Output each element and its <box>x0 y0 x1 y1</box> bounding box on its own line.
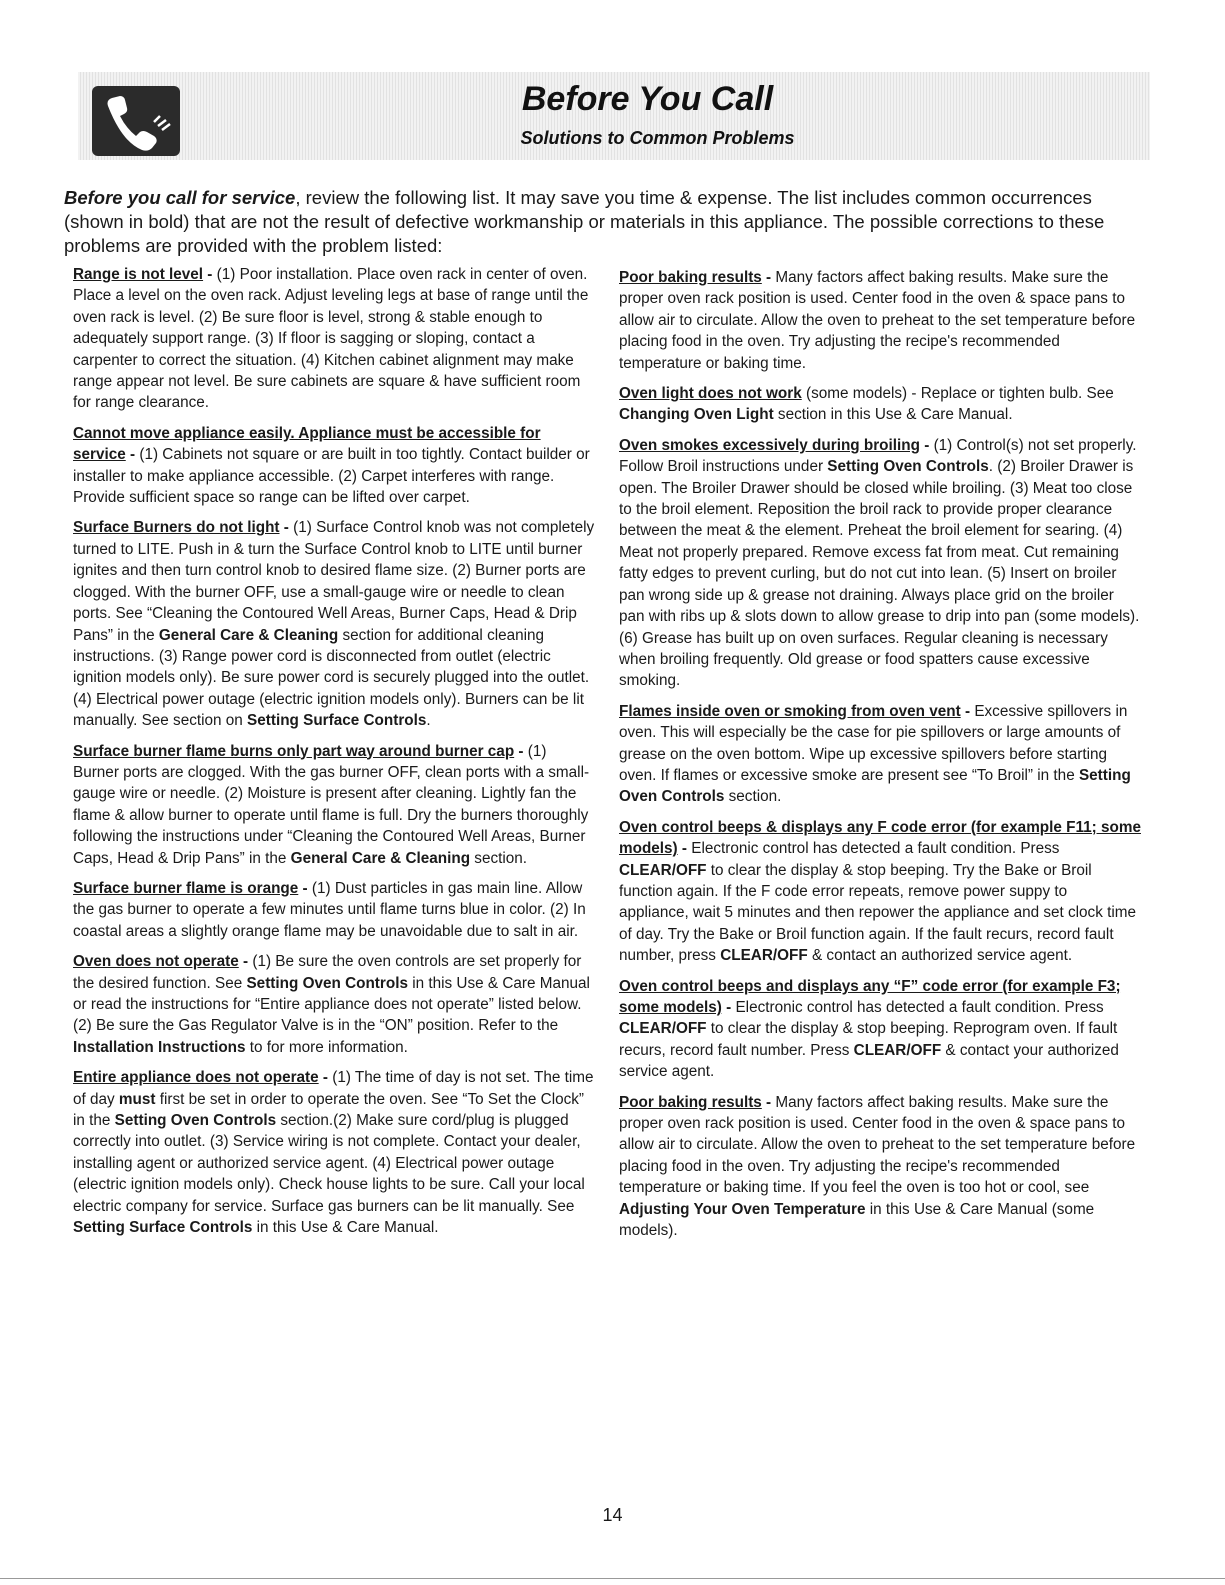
solution-text: (1) Dust particles in gas main line. Allow the gas burner to operate a few minutes until flame turns blue in color. (2) In coastal areas a slightly orange flame may be unavoidable due to salt in air. <box>73 879 586 940</box>
heading-separator: - <box>318 1069 333 1087</box>
right-column <box>619 267 1141 1250</box>
intro-paragraph <box>64 186 1154 258</box>
emphasis-text: Setting Oven Controls <box>114 1112 277 1130</box>
heading-separator: - <box>960 702 975 720</box>
problem-heading: Flames inside oven or smoking from oven vent <box>619 702 961 720</box>
problem-heading: Oven does not operate <box>73 953 239 971</box>
heading-separator: - <box>761 1093 776 1111</box>
problem-entry <box>619 383 1141 426</box>
problem-entry <box>619 267 1141 374</box>
solution-text: (some models) - Replace or tighten bulb. See <box>805 385 1114 403</box>
heading-separator: - <box>298 879 312 897</box>
solution-text: (1) Poor installation. Place oven rack in center of oven. Place a level on the oven rack. Adjust leveling legs at base of range until the oven rack is level. (2) Be sure floor is level, strong & stable enough to adequately support range. (3) If floor is sagging or sloping, contact a carpenter to correct the situation. (4) Kitchen cabinet alignment may make range appear not level. Be sure cabinets are square & have sufficient room for range clearance. <box>73 266 589 412</box>
emphasis-text: CLEAR/OFF <box>720 947 808 965</box>
heading-separator: - <box>721 999 736 1016</box>
heading-separator: - <box>514 742 528 760</box>
emphasis-text: CLEAR/OFF <box>853 1041 942 1059</box>
solution-text: in this Use & Care Manual (some models). <box>619 1200 1095 1240</box>
page-number: 14 <box>602 1505 623 1525</box>
solution-text: & contact an authorized service agent. <box>807 947 1073 965</box>
solution-text: section for additional cleaning instructions. (3) Range power cord is disconnected from outlet (electric ignition models only). Be sure power cord is securely plugged into the outlet. (4) Electrical power outage (electric ignition models only). Burners can be lit manually. See section on <box>73 626 590 730</box>
page-title: Before You Call <box>521 80 774 118</box>
problem-entry <box>73 951 595 1058</box>
solution-text: Electronic control has detected a fault condition. Press <box>735 999 1104 1016</box>
emphasis-text: Setting Oven Controls <box>619 766 1131 806</box>
intro-lead: Before you call for service <box>64 187 296 208</box>
solution-text: in this Use & Care Manual. <box>252 1219 439 1237</box>
bottom-divider <box>0 1578 1225 1579</box>
problem-entry <box>73 517 595 731</box>
solution-text: (1) Surface Control knob was not completely turned to LITE. Push in & turn the Surface Control knob to LITE until burner ignites and then turn control knob to desired flame size. (2) Burner ports are clogged. With the burner OFF, use a small-gauge wire or needle to clean ports. See “Cleaning the Contoured Well Areas, Burner Caps, Head & Drip Pans” in the <box>73 519 595 644</box>
problem-heading: Surface burner flame burns only part way around burner cap <box>73 742 515 760</box>
problem-heading: Poor baking results <box>619 269 762 286</box>
problem-entry <box>619 976 1141 1083</box>
solution-text: section in this Use & Care Manual. <box>773 406 1013 424</box>
problem-heading: Cannot move appliance easily. Appliance must be accessible for service <box>73 424 541 464</box>
solution-text: . (2) Broiler Drawer is open. The Broiler Drawer should be closed while broiling. (3) Meat too close to the broil element. Reposition the broil rack to provide proper clearance between the meat & the element. Preheat the broil element for searing. (4) Meat not properly prepared. Remove excess fat from meat. Cut remaining fatty edges to prevent curling, but do not cut into lean. (5) Insert on broiler pan wrong side up & grease not draining. Always place grid on the broiler pan with ribs up & slots down to allow grease to drip into pan (some models). (6) Grease has built up on oven surfaces. Regular cleaning is necessary when broiling frequently. Old grease or food spatters cause excessive smoking. <box>619 458 1140 690</box>
problem-entry <box>73 878 595 942</box>
solution-text: Excessive spillovers in oven. This will especially be the case for pie spillovers or large amounts of grease on the oven bottom. Wipe up excessive spillovers before starting oven. If flames or excessive smoke are present see “To Broil” in the <box>619 702 1128 784</box>
page-subtitle: Solutions to Common Problems <box>520 128 795 148</box>
emphasis-text: Setting Surface Controls <box>247 712 427 730</box>
problem-heading: Surface Burners do not light <box>73 519 280 537</box>
solution-text: section. <box>724 788 782 806</box>
solution-text: section.(2) Make sure cord/plug is plugged correctly into outlet. (3) Service wiring is not complete. Contact your dealer, installing agent or authorized service agent. (4) Electrical power outage (electric ignition models only). Check house lights to be sure. Call your local electric company for service. Surface gas burners can be lit manually. See <box>73 1112 585 1215</box>
problem-entry <box>73 741 595 869</box>
problem-heading: Oven control beeps and displays any “F” code error (for example F3; some models) <box>619 977 1121 1016</box>
problem-entry <box>619 435 1141 692</box>
intro-text: , review the following list. It may save you time & expense. The list includes common occurrences (shown in bold) that are not the result of defective workmanship or materials in this appliance. The possible corrections to these problems are provided with the problem listed: <box>64 187 1105 256</box>
solution-text: (1) Burner ports are clogged. With the gas burner OFF, clean ports with a small-gauge wire or needle. (2) Moisture is present after cleaning. Lightly fan the flame & allow burner to operate until flame is full. Dry the burners thoroughly following the instructions under “Cleaning the Contoured Well Areas, Burner Caps, Head & Drip Pans” in the <box>73 742 590 867</box>
heading-separator: - <box>677 840 692 858</box>
solution-text: Many factors affect baking results. Make sure the proper oven rack position is used. Center food in the oven & space pans to allow air to circulate. Allow the oven to preheat to the set temperature before placing food in the oven. Try adjusting the recipe's recommended temperature or baking time. If you feel the oven is too hot or cool, see <box>619 1093 1136 1197</box>
solution-text: to clear the display & stop beeping. Try the Bake or Broil function again. If the F code error repeats, remove power suppy to appliance, wait 5 minutes and then repower the appliance and set clock time of day. Try the Bake or Broil function again. If the fault recurs, record fault number, press <box>619 861 1137 965</box>
heading-separator: - <box>203 266 217 283</box>
solution-text: (1) The time of day is not set. The time of day <box>73 1069 594 1108</box>
solution-text: & contact your authorized service agent. <box>619 1041 1119 1081</box>
problem-heading: Oven smokes excessively during broiling <box>619 436 920 454</box>
heading-separator: - <box>761 269 776 286</box>
problem-entry <box>619 701 1141 808</box>
solution-text: Electronic control has detected a fault condition. Press <box>691 840 1060 858</box>
solution-text: first be set in order to operate the oven. See “To Set the Clock” in the <box>73 1090 585 1130</box>
problem-entry <box>619 817 1141 967</box>
emphasis-text: CLEAR/OFF <box>619 1020 707 1038</box>
problem-heading: Poor baking results <box>619 1093 762 1111</box>
emphasis-text: Setting Oven Controls <box>246 974 408 992</box>
solution-text: in this Use & Care Manual or read the instructions for “Entire appliance does not operate” listed below. (2) Be sure the Gas Regulator Valve is in the “ON” position. Refer to the <box>73 974 590 1035</box>
heading-separator: - <box>125 446 140 464</box>
solution-text: . <box>426 712 431 730</box>
emphasis-text: Installation Instructions <box>73 1038 246 1056</box>
solution-text: (1) Be sure the oven controls are set properly for the desired function. See <box>73 953 582 992</box>
left-column <box>73 264 595 1247</box>
solution-text: to for more information. <box>245 1038 408 1056</box>
problem-heading: Oven light does not work <box>619 385 802 403</box>
emphasis-text: Adjusting Your Oven Temperature <box>619 1200 866 1218</box>
emphasis-text: Changing Oven Light <box>619 406 774 424</box>
problem-entry <box>73 1067 595 1238</box>
solution-text: (1) Control(s) not set properly. Follow Broil instructions under <box>619 436 1137 476</box>
solution-text: section. <box>470 849 528 867</box>
emphasis-text: Setting Oven Controls <box>827 458 989 476</box>
emphasis-text: must <box>118 1090 156 1108</box>
emphasis-text: Setting Surface Controls <box>73 1219 253 1237</box>
problem-entry <box>619 1092 1141 1242</box>
problem-heading: Range is not level <box>73 266 204 283</box>
emphasis-text: General Care & Cleaning <box>290 849 471 867</box>
problem-heading: Oven control beeps & displays any F code error (for example F11; some models) <box>619 818 1141 858</box>
solution-text: (1) Cabinets not square or are built in too tightly. Contact builder or installer to make appliance accessible. (2) Carpet interferes with range. Provide sufficient space so range can be lifted over carpet. <box>73 446 590 507</box>
solution-text: to clear the display & stop beeping. Reprogram oven. If fault recurs, record fault number. Press <box>619 1020 1118 1059</box>
problem-entry <box>73 423 595 509</box>
problem-heading: Surface burner flame is orange <box>73 879 299 897</box>
emphasis-text: General Care & Cleaning <box>158 626 339 644</box>
heading-separator: - <box>238 953 253 971</box>
heading-separator: - <box>919 436 934 454</box>
problem-heading: Entire appliance does not operate <box>73 1069 319 1087</box>
solution-text: Many factors affect baking results. Make sure the proper oven rack position is used. Center food in the oven & space pans to allow air to circulate. Allow the oven to preheat to the set temperature before placing food in the oven. Try adjusting the recipe's recommended temperature or baking time. <box>619 269 1136 372</box>
problem-entry <box>73 264 595 414</box>
heading-separator: - <box>279 519 294 537</box>
emphasis-text: CLEAR/OFF <box>619 861 707 879</box>
